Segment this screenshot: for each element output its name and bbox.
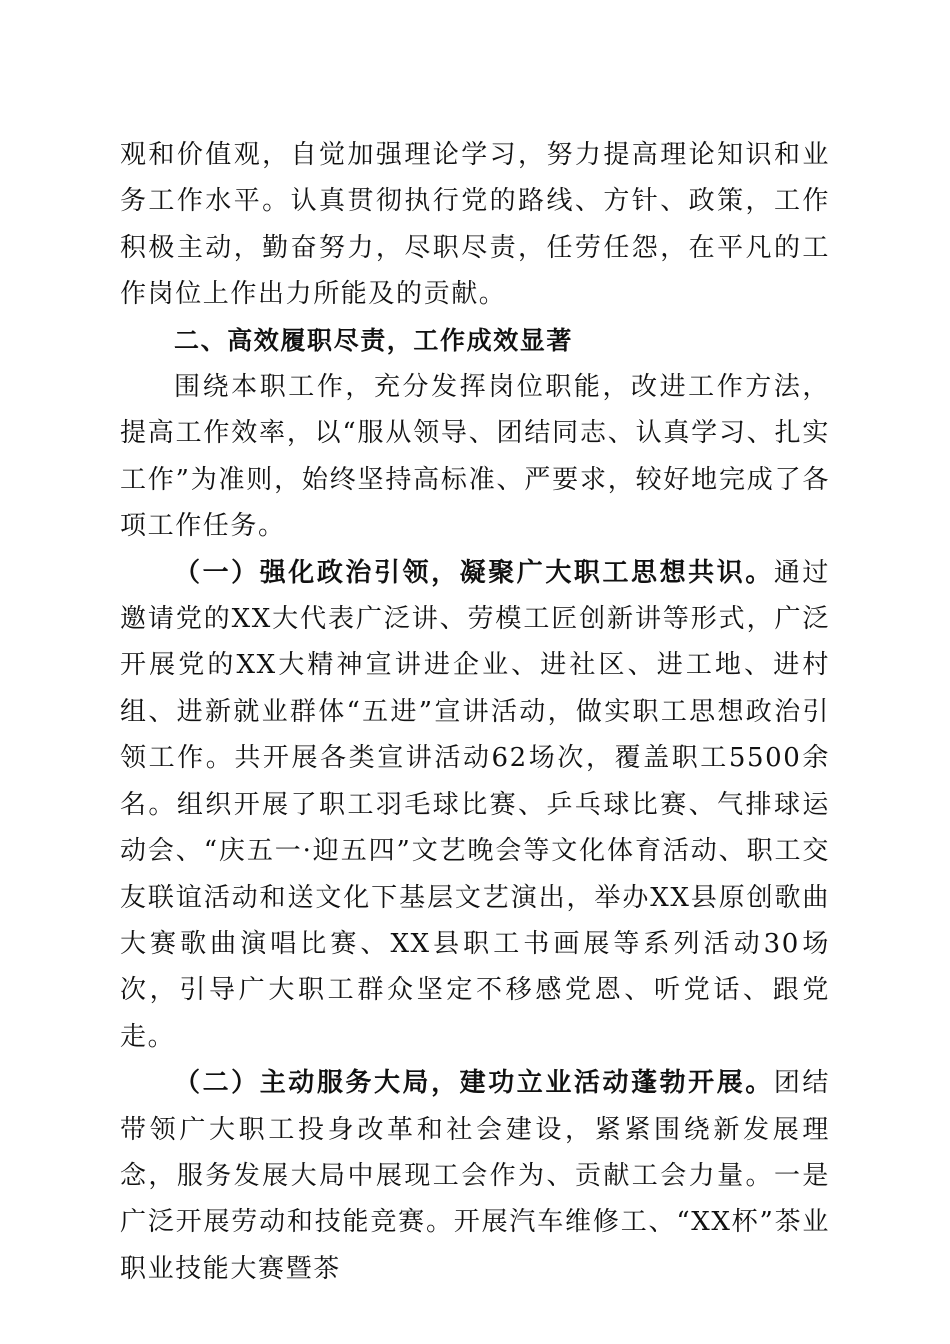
subsection-title-1: （一）强化政治引领，凝聚广大职工思想共识。 bbox=[174, 557, 774, 588]
subsection-body-2: 团结带领广大职工投身改革和社会建设，紧紧围绕新发展理念，服务发展大局中展现工会作为、贡献工会力量。一是广泛开展劳动和技能竞赛。开展汽车维修工、“XX杯”茶业职业技能大赛暨茶 bbox=[120, 1068, 830, 1284]
section-heading-2: 二、高效履职尽责，工作成效显著 bbox=[174, 325, 574, 355]
subsection-title-2: （二）主动服务大局，建功立业活动蓬勃开展。 bbox=[174, 1068, 774, 1099]
document-body bbox=[120, 132, 830, 1292]
subsection-body-1: 通过邀请党的XX大代表广泛讲、劳模工匠创新讲等形式，广泛开展党的XX大精神宣讲进企业、进社区、进工地、进村组、进新就业群体“五进”宣讲活动，做实职工思想政治引领工作。共开展各类宣讲活动62场次，覆盖职工5500余名。组织开展了职工羽毛球比赛、乒乓球比赛、气排球运动会、“庆五一·迎五四”文艺晚会等文化体育活动、职工交友联谊活动和送文化下基层文艺演出，举办XX县原创歌曲大赛歌曲演唱比赛、XX县职工书画展等系列活动30场次，引导广大职工群众坚定不移感党恩、听党话、跟党走。 bbox=[120, 557, 830, 1052]
paragraph-section-1 bbox=[120, 550, 830, 1060]
paragraph-intro: 围绕本职工作，充分发挥岗位职能，改进工作方法，提高工作效率，以“服从领导、团结同志、认真学习、扎实工作”为准则，始终坚持高标准、严要求，较好地完成了各项工作任务。 bbox=[120, 372, 830, 542]
paragraph-section-2 bbox=[120, 1060, 830, 1292]
paragraph-continuation: 观和价值观，自觉加强理论学习，努力提高理论知识和业务工作水平。认真贯彻执行党的路线、方针、政策，工作积极主动，勤奋努力，尽职尽责，任劳任怨，在平凡的工作岗位上作出力所能及的贡献。 bbox=[120, 140, 830, 310]
